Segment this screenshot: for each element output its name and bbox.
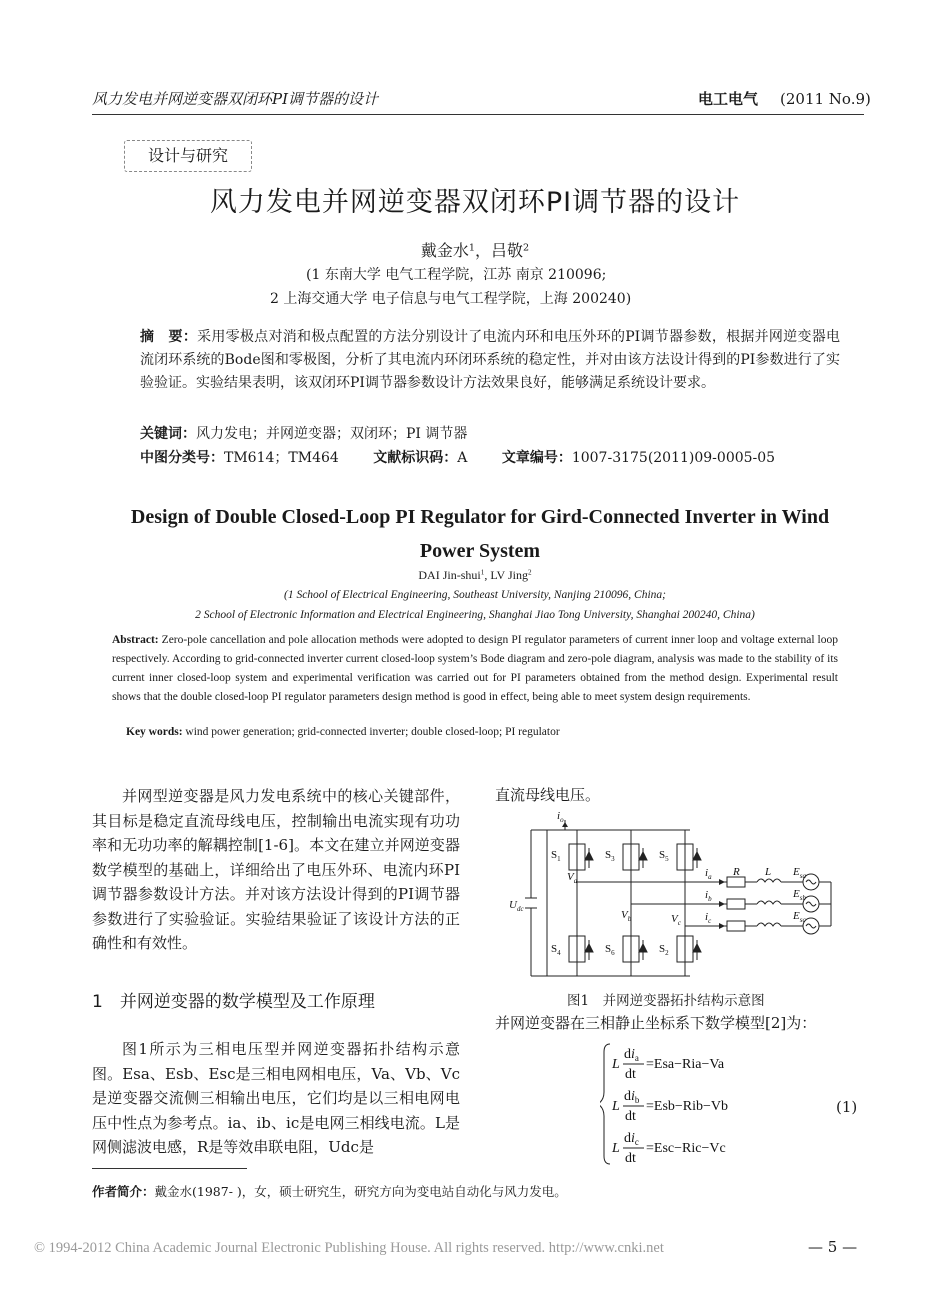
svg-text:=Esb−Rib−Vb: =Esb−Rib−Vb [646, 1099, 729, 1114]
keywords-en-label: Key words: [126, 726, 183, 738]
page-number: — 5 — [808, 1238, 858, 1256]
copyright-line: © 1994-2012 China Academic Journal Electronic Publishing House. All rights reserved. http://www.cnki.net [34, 1240, 664, 1256]
clc-value: TM614；TM464 [224, 450, 339, 466]
label-s2: $S_2$ [659, 943, 669, 957]
author-footnote [92, 1182, 567, 1200]
equation-b [611, 1089, 728, 1124]
abstract-cn-text: 采用零极点对消和极点配置的方法分别设计了电流内环和电压外环的PI调节器参数，根据并网逆变器电流闭环系统的Bode图和零极图，分析了其电流内环闭环系统的稳定性，并对由该方法设计得到的PI参数进行了实验验证。实验结果表明，该双闭环PI调节器参数设计方法效果良好，能够满足系统设计要求。 [140, 329, 841, 391]
classification-info [140, 447, 840, 467]
svg-text:dic: $di_c$ [624, 1131, 639, 1147]
author-en-2-sup: 2 [528, 568, 532, 577]
article-no-label: 文章编号： [501, 450, 572, 466]
paper-title-cn: 风力发电并网逆变器双闭环PI调节器的设计 [209, 187, 741, 218]
label-r: R [733, 866, 740, 878]
author-en-1-sup: 1 [480, 568, 485, 577]
svg-text:L: L [612, 1057, 620, 1072]
label-esb: $E_{sb}$ [793, 888, 806, 902]
clc-label: 中图分类号： [140, 450, 224, 466]
author-en-sep: , [484, 568, 491, 582]
authors-cn [0, 238, 950, 261]
label-vb: $V_b$ [621, 909, 632, 923]
affiliation-cn-1: (1 东南大学 电气工程学院，江苏 南京 210096; [306, 267, 607, 283]
doc-code-value: A [457, 450, 468, 466]
abstract-cn [140, 326, 840, 395]
author-en-1: DAI Jin-shui [418, 568, 481, 582]
label-s5: $S_5$ [659, 849, 669, 863]
equation-c [611, 1131, 726, 1166]
author-1-sup: 1 [468, 242, 475, 254]
equation-number: (1) [836, 1098, 858, 1116]
model-intro: 并网逆变器在三相静止坐标系下数学模型[2]为： [495, 1014, 817, 1032]
svg-text:=Esc−Ric−Vc: =Esc−Ric−Vc [646, 1141, 726, 1156]
svg-text:dt: dt [625, 1151, 636, 1166]
keywords-en-text: wind power generation; grid-connected inverter; double closed-loop; PI regulator [185, 726, 560, 738]
author-en-2: LV Jing [490, 568, 529, 582]
right-continuation: 直流母线电压。 [495, 786, 601, 804]
label-ib: $i_b$ [705, 889, 712, 903]
affiliation-en-1: (1 School of Electrical Engineering, Southeast University, Nanjing 210096, China; [283, 589, 666, 601]
journal-info [698, 88, 871, 109]
label-ia: $i_a$ [705, 867, 712, 881]
label-s3: $S_3$ [605, 849, 615, 863]
label-ic: $i_c$ [705, 911, 712, 925]
intro-column [92, 784, 460, 956]
intro-paragraph: 并网型逆变器是风力发电系统中的核心关键部件，其目标是稳定直流母线电压，控制输出电流实现有功功率和无功功率的解耦控制[1-6]。本文在建立并网逆变器数学模型的基础上，详细给出了电压外环、电流内环PI调节器参数设计方法。并对该方法设计得到的PI调节器参数进行了实验验证。实验结果验证了该设计方法的正确性和有效性。 [92, 787, 460, 952]
leg-a [569, 830, 593, 976]
affiliation-en-2: 2 School of Electronic Information and Electrical Engineering, Shanghai Jiao Tong University, Shanghai 200240, China) [195, 609, 755, 621]
abstract-en [112, 631, 838, 707]
section-1-heading: 1 并网逆变器的数学模型及工作原理 [92, 992, 375, 1012]
label-vc: $V_c$ [671, 913, 681, 927]
label-esc: $E_{sc}$ [793, 910, 806, 924]
svg-text:dt: dt [625, 1067, 636, 1082]
figure-caption: 图1 并网逆变器拓扑结构示意图 [567, 993, 765, 1009]
abstract-cn-label: 摘 要： [140, 329, 198, 345]
svg-text:dia: $di_a$ [624, 1047, 639, 1063]
section-1-column [92, 1037, 460, 1160]
label-io: $i_o$ [557, 810, 564, 824]
footnote-text: 戴金水(1987- )，女，硕士研究生，研究方向为变电站自动化与风力发电。 [154, 1184, 567, 1199]
svg-text:L: L [612, 1141, 620, 1156]
keywords-en [126, 726, 560, 738]
article-no-value: 1007-3175(2011)09-0005-05 [571, 450, 776, 466]
paper-title-en: Design of Double Closed-Loop PI Regulator for Gird-Connected Inverter in Wind Power System [130, 506, 830, 562]
abstract-en-text: Zero-pole cancellation and pole allocation methods were adopted to design PI regulator parameters of current inner loop and voltage external loop respectively. According to grid-connected inverter current closed-loop system’s Bode diagram and zero-pole diagram, analysis was made to the stability of its current inner closed-loop system and experimental verification was carried out for PI parameters obtained from the method design. Experimental result shows that the double closed-loop PI regulator parameters design method is good in effect, being able to meet system design requirements. [112, 634, 838, 703]
author-sep: ， [474, 241, 491, 260]
footnote-rule [92, 1168, 247, 1169]
column-badge: 设计与研究 [124, 140, 252, 172]
section-1-paragraph: 图1所示为三相电压型并网逆变器拓扑结构示意图。Esa、Esb、Esc是三相电网相电压，Va、Vb、Vc是逆变器交流侧三相输出电压，它们均是以三相电网电压中性点为参考点。ia、ib、ic是电网三相线电流。L是网侧滤波电感，R是等效串联电阻，Udc是 [92, 1040, 460, 1156]
svg-text:L: L [612, 1099, 620, 1114]
svg-text:dib: $di_b$ [624, 1089, 640, 1105]
keywords-cn-text: 风力发电；并网逆变器；双闭环；PI 调节器 [196, 426, 468, 442]
journal-issue: (2011 No.9) [780, 90, 871, 108]
label-esa: $E_{sa}$ [793, 866, 806, 880]
label-udc: $U_{dc}$ [509, 899, 524, 913]
author-2: 吕敬 [491, 241, 524, 260]
label-l: L [765, 866, 772, 878]
doc-code-label: 文献标识码： [373, 450, 458, 466]
affiliation-cn-2: 2 上海交通大学 电子信息与电气工程学院，上海 200240) [270, 291, 632, 307]
authors-en [0, 568, 950, 583]
label-s1: $S_1$ [551, 849, 561, 863]
inverter-topology-figure [505, 808, 845, 986]
svg-text:dt: dt [625, 1109, 636, 1124]
journal-name: 电工电气 [698, 90, 759, 108]
label-va: $V_a$ [567, 871, 578, 885]
label-s4: $S_4$ [551, 943, 561, 957]
svg-text:=Esa−Ria−Va: =Esa−Ria−Va [646, 1057, 725, 1072]
header-rule [92, 114, 864, 115]
author-1: 戴金水 [420, 241, 469, 260]
footnote-label: 作者简介： [92, 1184, 155, 1199]
equation-system [600, 1040, 790, 1172]
label-s6: $S_6$ [605, 943, 615, 957]
equation-a [611, 1047, 725, 1082]
abstract-en-label: Abstract: [112, 634, 159, 646]
running-title: 风力发电并网逆变器双闭环PI调节器的设计 [92, 90, 379, 108]
leg-c [677, 830, 701, 976]
author-2-sup: 2 [523, 242, 530, 254]
keywords-cn-label: 关键词： [140, 426, 196, 442]
keywords-cn [140, 423, 467, 443]
leg-b [623, 830, 647, 976]
